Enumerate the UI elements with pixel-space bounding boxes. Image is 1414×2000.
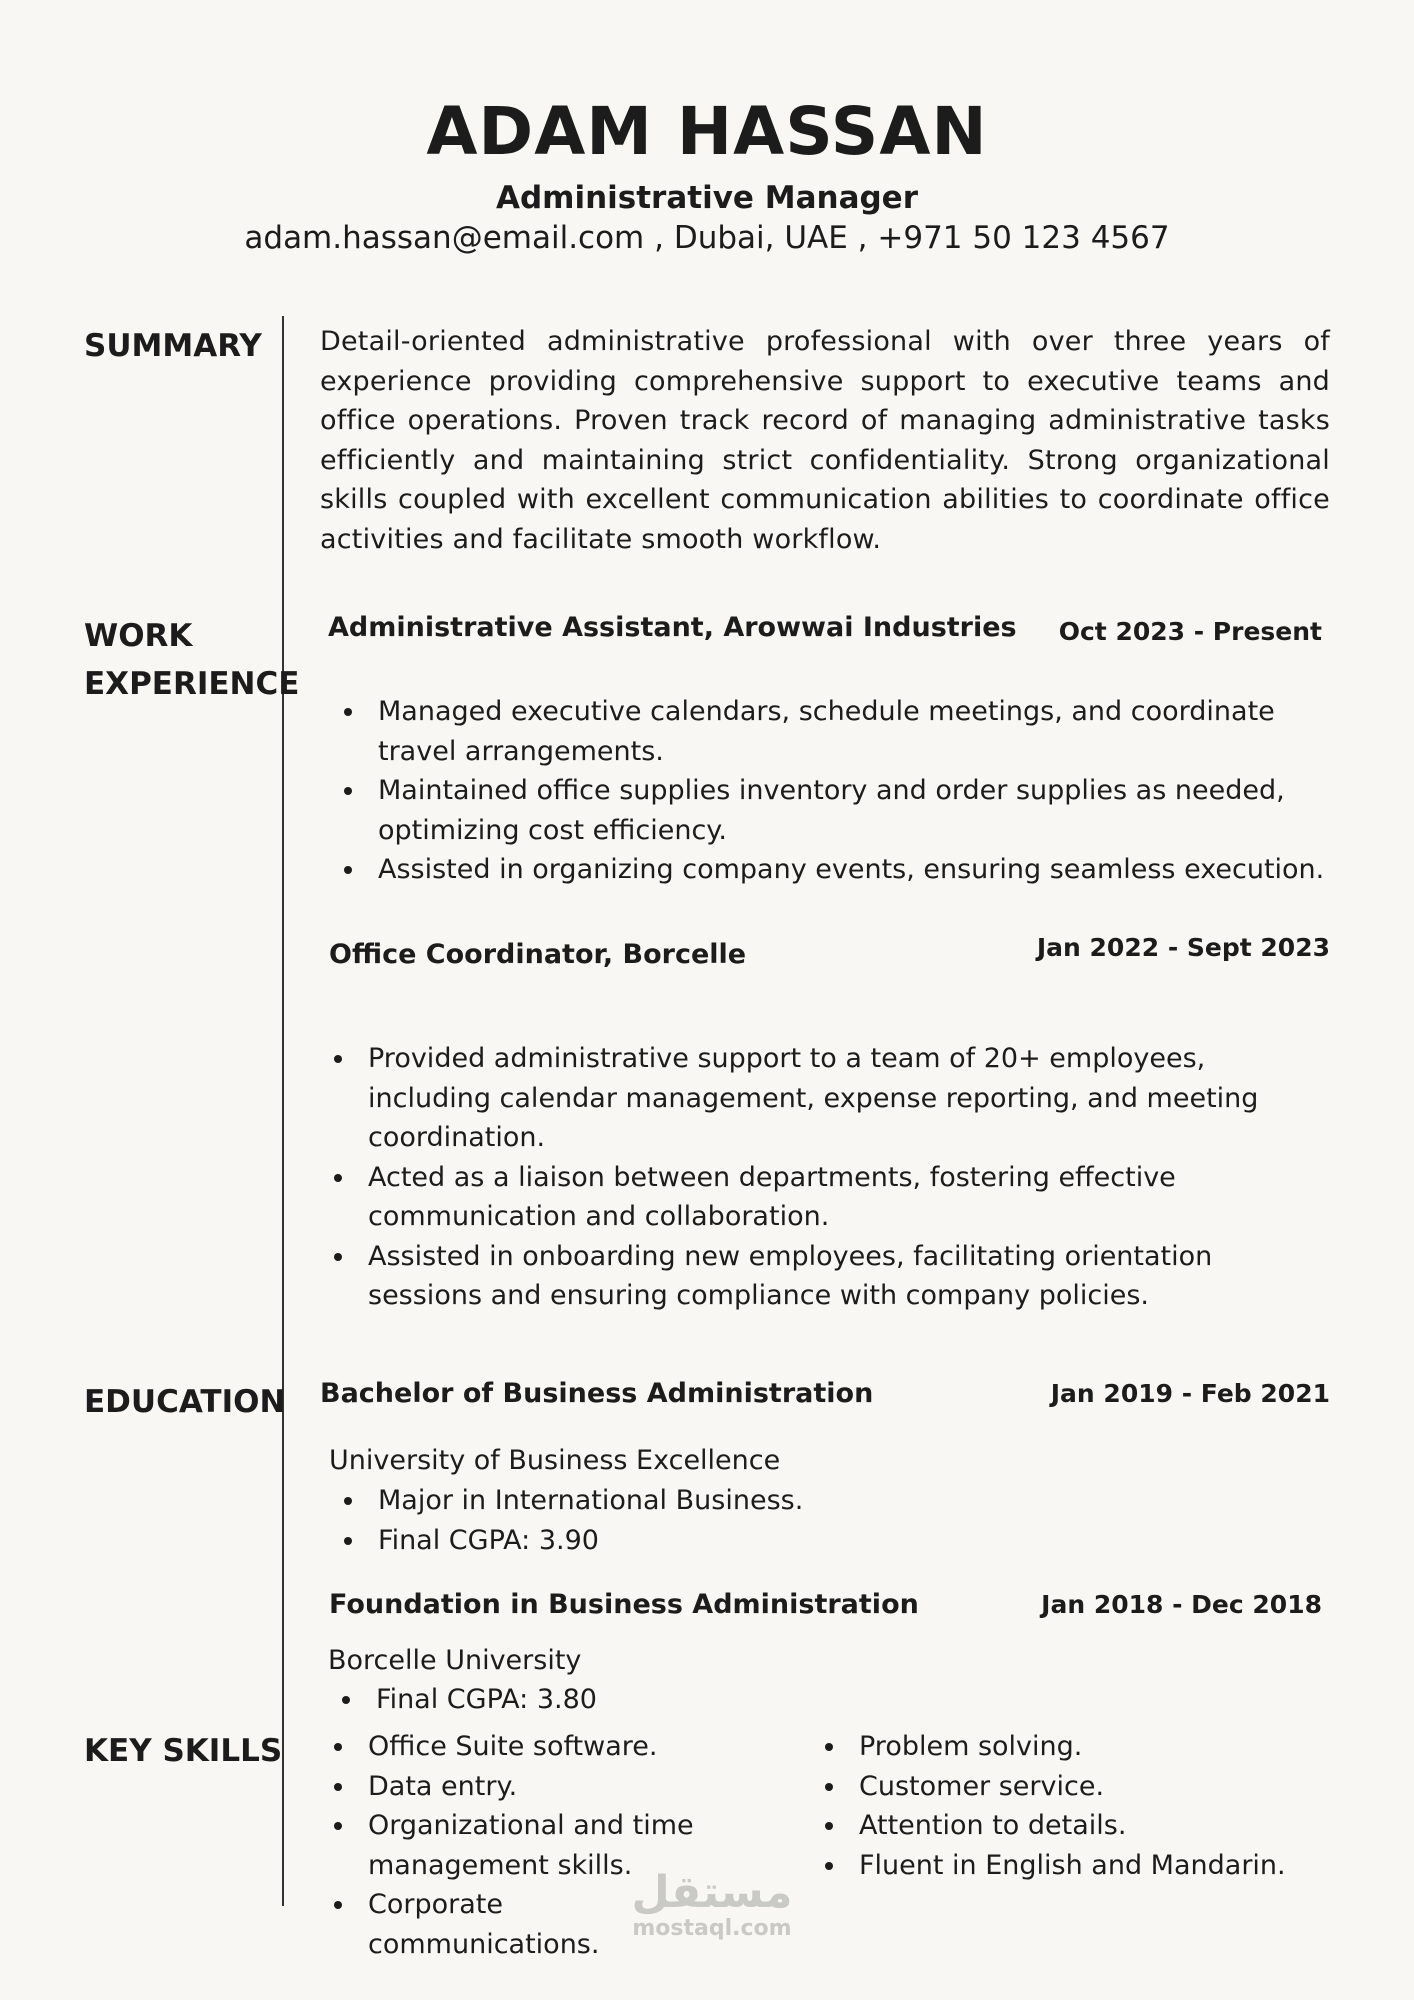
job-title-2: Office Coordinator, Borcelle [329, 939, 747, 970]
list-item: Acted as a liaison between departments, fostering effective communication and collaboration. [320, 1158, 1260, 1237]
degree-bullets-2 [328, 1680, 1228, 1720]
list-item: Fluent in English and Mandarin. [811, 1846, 1331, 1886]
candidate-name: ADAM HASSAN [426, 93, 988, 170]
degree-date-2: Jan 2018 - Dec 2018 [1041, 1590, 1322, 1619]
work-experience-heading [84, 612, 299, 708]
list-item: Assisted in onboarding new employees, facilitating orientation sessions and ensuring compliance with company policies. [320, 1237, 1260, 1316]
degree-1: Bachelor of Business Administration [320, 1378, 874, 1409]
watermark [612, 1867, 812, 1942]
list-item: Problem solving. [811, 1727, 1331, 1767]
degree-bullets-1 [330, 1481, 1230, 1560]
watermark-site: mostaql.com [632, 1916, 792, 1941]
list-item: Major in International Business. [330, 1481, 1230, 1521]
list-item: Office Suite software. [320, 1727, 740, 1767]
list-item: Maintained office supplies inventory and order supplies as needed, optimizing cost efficiency. [330, 771, 1330, 850]
job-title-1: Administrative Assistant, Arowwai Industries [328, 612, 1017, 643]
list-item: Organizational and time management skills. [320, 1806, 740, 1885]
key-skills-heading: KEY SKILLS [84, 1733, 283, 1769]
job-date-1: Oct 2023 - Present [1058, 617, 1322, 646]
list-item: Data entry. [320, 1767, 740, 1807]
summary-text: Detail-oriented administrative professional with over three years of experience providing comprehensive support to executive teams and office operations. Proven track record of managing administrative tasks efficiently and maintaining strict confidentiality. Strong organizational skills coupled with excellent communication abilities to coordinate office activities and facilitate smooth workflow. [320, 326, 1330, 555]
job-date-2: Jan 2022 - Sept 2023 [1036, 933, 1330, 962]
list-item: Customer service. [811, 1767, 1331, 1807]
job-bullets-2 [320, 1039, 1260, 1316]
list-item: Managed executive calendars, schedule meetings, and coordinate travel arrangements. [330, 692, 1330, 771]
resume-header [0, 92, 1414, 258]
school-2: Borcelle University [328, 1645, 582, 1676]
vertical-divider [282, 316, 284, 1906]
list-item: Provided administrative support to a team of 20+ employees, including calendar management, expense reporting, and meeting coordination. [320, 1039, 1260, 1158]
list-item: Final CGPA: 3.80 [328, 1680, 1228, 1720]
work-heading-line1: WORK [84, 618, 193, 654]
school-1: University of Business Excellence [329, 1445, 781, 1476]
work-heading-line2: EXPERIENCE [84, 666, 300, 702]
education-heading: EDUCATION [84, 1384, 286, 1420]
degree-date-1: Jan 2019 - Feb 2021 [1050, 1379, 1330, 1408]
contact-info: adam.hassan@email.com , Dubai, UAE , +971 50 123 4567 [244, 220, 1170, 256]
watermark-logo: مستقل [631, 1867, 793, 1918]
list-item: Attention to details. [811, 1806, 1331, 1846]
job-bullets-1 [330, 692, 1330, 890]
summary-heading: SUMMARY [84, 328, 262, 364]
job-title: Administrative Manager [495, 180, 918, 216]
list-item: Assisted in organizing company events, ensuring seamless execution. [330, 850, 1330, 890]
skills-list-right [811, 1727, 1331, 1885]
degree-2: Foundation in Business Administration [329, 1589, 919, 1620]
list-item: Corporate communications. [320, 1885, 740, 1964]
list-item: Final CGPA: 3.90 [330, 1521, 1230, 1561]
